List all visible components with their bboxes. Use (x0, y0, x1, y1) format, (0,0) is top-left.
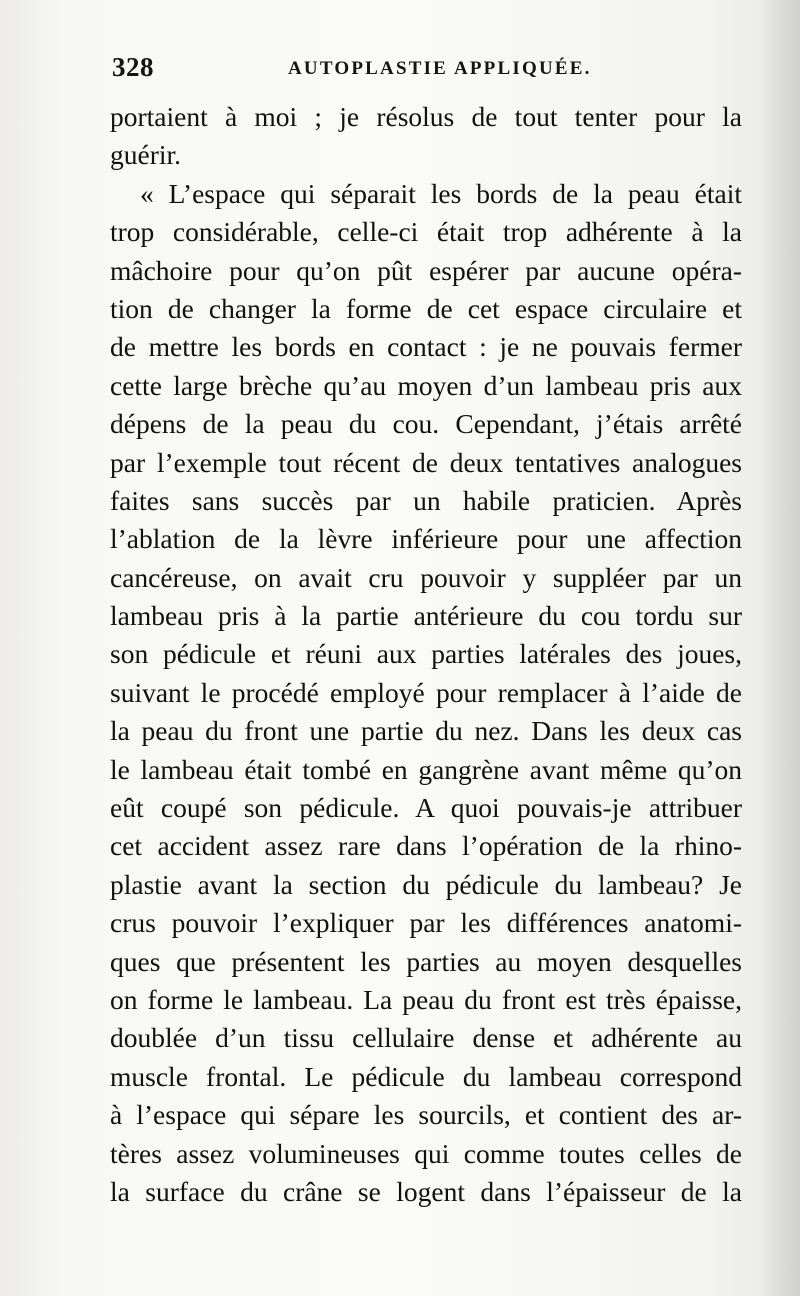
text-line: à l’espace qui sépare les sourcils, et contient des ar- (110, 1099, 742, 1131)
text-line: tères assez volumineuses qui comme toutes celles de (110, 1137, 742, 1169)
text-line: la peau du front une partie du nez. Dans les deux cas (110, 715, 742, 747)
text-line: portaient à moi ; je résolus de tout tenter pour la (110, 101, 742, 132)
text-line: dépens de la peau du cou. Cependant, j’étais arrêté (110, 408, 742, 440)
text-line: tion de changer la forme de cet espace circulaire et (110, 292, 742, 324)
text-line: le lambeau était tombé en gangrène avant même qu’on (110, 753, 742, 785)
text-line: « L’espace qui séparait les bords de la peau était (140, 177, 742, 209)
page-edge-shadow (760, 0, 800, 1296)
text-line: eût coupé son pédicule. A quoi pouvais-je attribuer (110, 792, 742, 824)
text-line: doublée d’un tissu cellulaire dense et adhérente au (110, 1022, 742, 1054)
text-line: on forme le lambeau. La peau du front est très épaisse, (110, 983, 742, 1015)
body-text (110, 98, 742, 1211)
text-line: crus pouvoir l’expliquer par les différences anatomi- (110, 907, 742, 939)
text-line: faites sans succès par un habile praticien. Après (110, 484, 742, 516)
text-line: suivant le procédé employé pour remplacer à l’aide de (110, 676, 742, 708)
text-line: son pédicule et réuni aux parties latérales des joues, (110, 638, 742, 670)
text-line: la surface du crâne se logent dans l’épaisseur de la (110, 1175, 742, 1207)
text-line: lambeau pris à la partie antérieure du cou tordu sur (110, 600, 742, 632)
page-number: 328 (112, 52, 154, 82)
text-line: plastie avant la section du pédicule du lambeau? Je (110, 868, 742, 900)
text-line: cancéreuse, on avait cru pouvoir y suppléer par un (110, 561, 742, 593)
text-line: guérir. (110, 139, 182, 171)
text-line: ques que présentent les parties au moyen desquelles (110, 945, 742, 977)
text-line: trop considérable, celle-ci était trop adhérente à la (110, 216, 742, 248)
text-line: de mettre les bords en contact : je ne pouvais fermer (110, 331, 742, 363)
page-header (112, 52, 742, 86)
text-line: par l’exemple tout récent de deux tentatives analogues (110, 446, 742, 478)
text-line: cette large brèche qu’au moyen d’un lambeau pris aux (110, 369, 742, 401)
text-line: l’ablation de la lèvre inférieure pour une affection (110, 523, 742, 555)
text-line: muscle frontal. Le pédicule du lambeau correspond (110, 1060, 742, 1092)
running-head: AUTOPLASTIE APPLIQUÉE. (288, 58, 592, 79)
text-line: cet accident assez rare dans l’opération de la rhino- (110, 830, 742, 862)
text-line: mâchoire pour qu’on pût espérer par aucune opéra- (110, 254, 742, 286)
